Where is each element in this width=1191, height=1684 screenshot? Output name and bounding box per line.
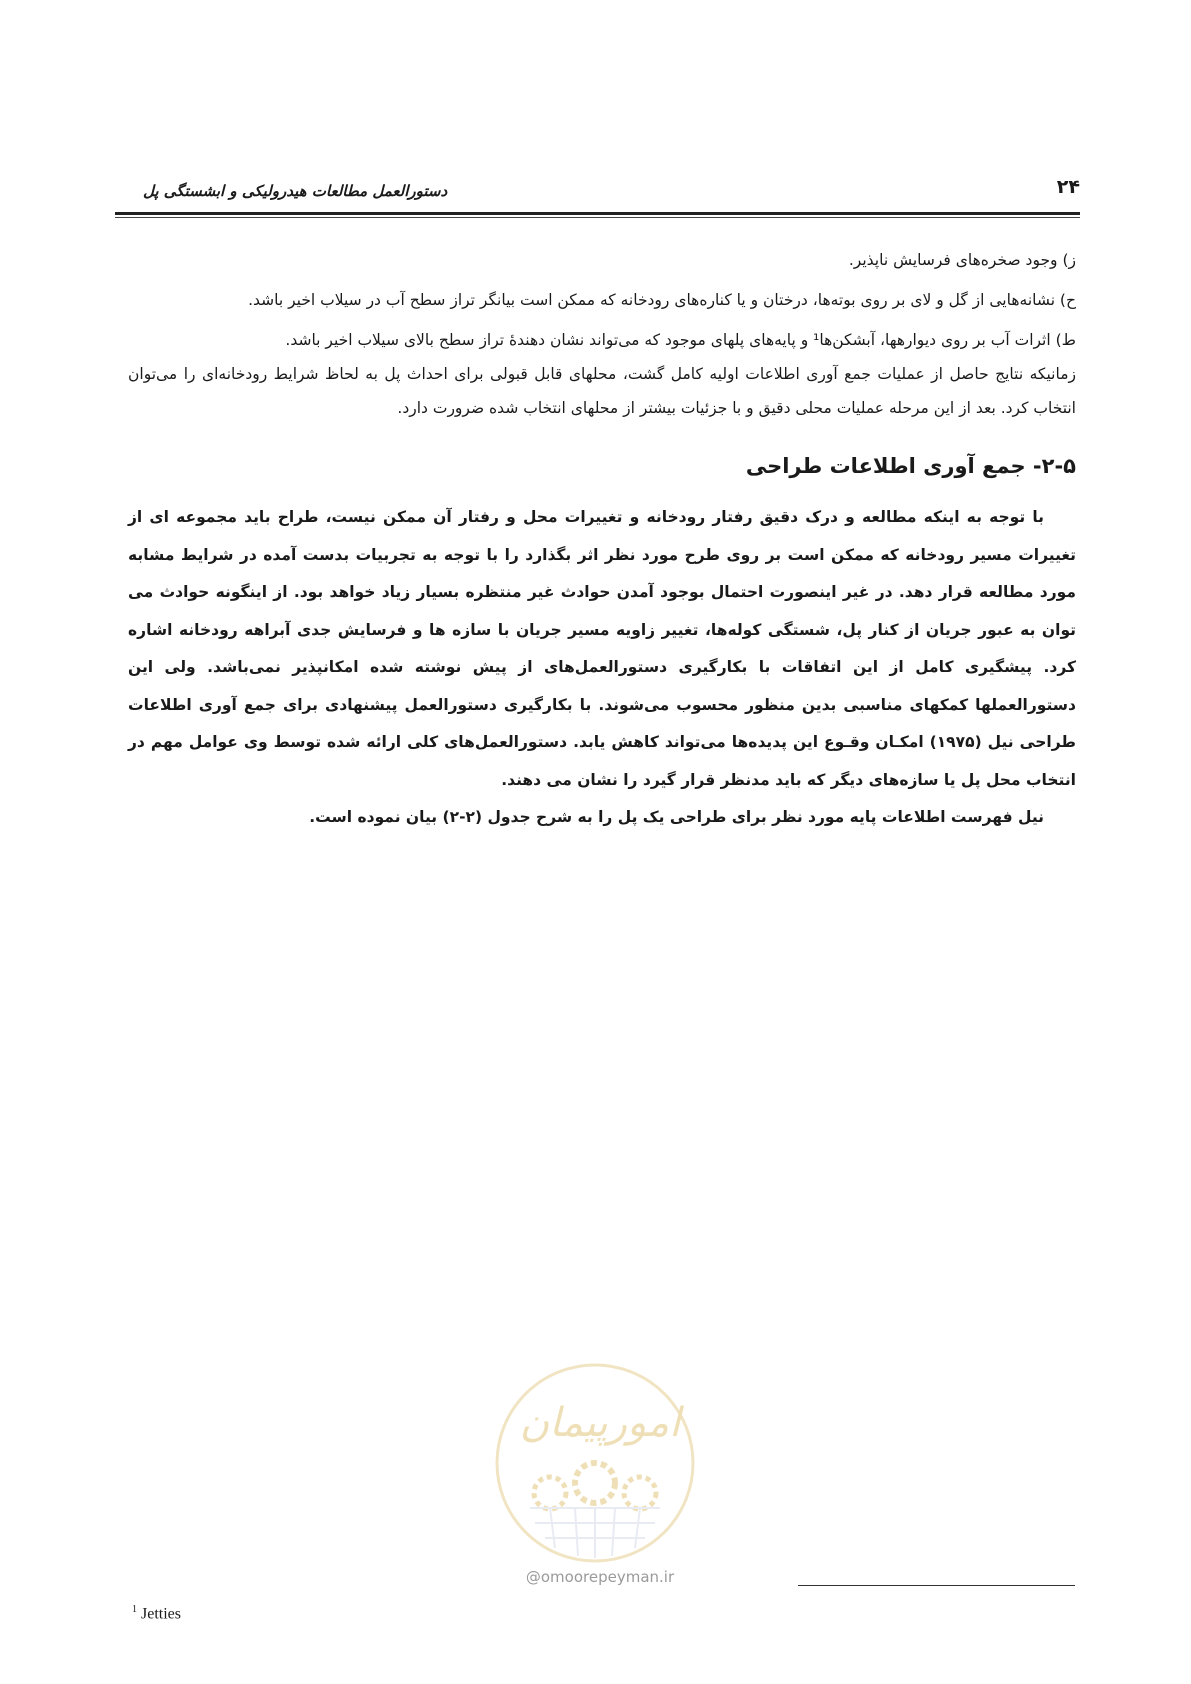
intro-paragraph: زمانیکه نتایج حاصل از عملیات جمع آوری اطلاعات اولیه کامل گشت، محلهای قابل قبولی برای احداث پل به لحاظ شرایط رودخانه‌ای را می‌توان انتخاب کرد. بعد از این مرحله عملیات محلی دقیق و با جزئیات بیشتر از محلهای انتخاب شده ضرورت دارد. [128,365,1076,417]
footnote [132,1604,181,1623]
page-header [115,176,1080,220]
list-item: ح) نشانه‌هایی از گل و لای بر روی بوته‌ها، درختان و یا کناره‌های رودخانه که ممکن است بیانگر تراز سطح آب در سیلاب اخیر باشد. [248,291,1076,309]
watermark-logo [490,1358,700,1568]
watermark-url: @omoorepeyman.ir [525,1568,675,1586]
list-item: ز) وجود صخره‌های فرسایش ناپذیر. [848,251,1076,269]
footnote-rule [798,1585,1075,1586]
section-heading: ۲-۵- جمع آوری اطلاعات طراحی [745,454,1076,478]
footnote-marker: 1 [132,1604,137,1615]
page-number: ۲۴ [1056,176,1080,198]
section-paragraph: نیل فهرست اطلاعات پایه مورد نظر برای طراحی یک پل را به شرح جدول (۲-۲) بیان نموده است. [309,808,1044,826]
section-paragraph: با توجه به اینکه مطالعه و درک دقیق رفتار رودخانه و تغییرات محل و رفتار آن ممکن نیست، طراح باید مجموعه ای از تغییرات مسیر رودخانه که ممکن است بر روی طرح مورد نظر اثر بگذارد را با توجه به تجربیات بدست آمده در شرایط مشابه مورد مطالعه قرار دهد. در غیر اینصورت احتمال بوجود آمدن حوادث غیر منتظره بسیار زیاد خواهد بود. از اینگونه حوادث می توان به عبور جریان از کنار پل، شستگی کوله‌ها، تغییر زاویه مسیر جریان با سازه ها و فرسایش جدی آبراهه رودخانه اشاره کرد. پیشگیری کامل از این اتفاقات با بکارگیری دستورالعمل‌های از پیش نوشته شده امکانپذیر نمی‌باشد. ولی این دستورالعملها کمکهای مناسبی بدین منظور محسوب می‌شوند. با بکارگیری دستورالعمل پیشنهادی برای جمع آوری اطلاعات طراحی نیل (۱۹۷۵) امکـان وقـوع این پدیده‌ها می‌تواند کاهش یابد. دستورالعمل‌های کلی ارائه شده توسط وی عوامل مهم در انتخاب محل پل یا سازه‌های دیگر که باید مدنظر قرار گیرد را نشان می دهند. [128,508,1076,789]
footnote-text: Jetties [141,1605,181,1623]
running-title: دستورالعمل مطالعات هیدرولیکی و ابشستگی پل [143,182,448,200]
header-rule [115,212,1080,215]
header-rule-thin [115,217,1080,218]
page-body [128,243,1076,837]
list-item: ط) اثرات آب بر روی دیوارهها، آبشکن‌ها¹ و پایه‌های پلهای موجود که می‌تواند نشان دهندهٔ تراز سطح بالای سیلاب اخیر باشد. [285,331,1076,349]
svg-text:امورپیمان: امورپیمان [519,1400,681,1446]
